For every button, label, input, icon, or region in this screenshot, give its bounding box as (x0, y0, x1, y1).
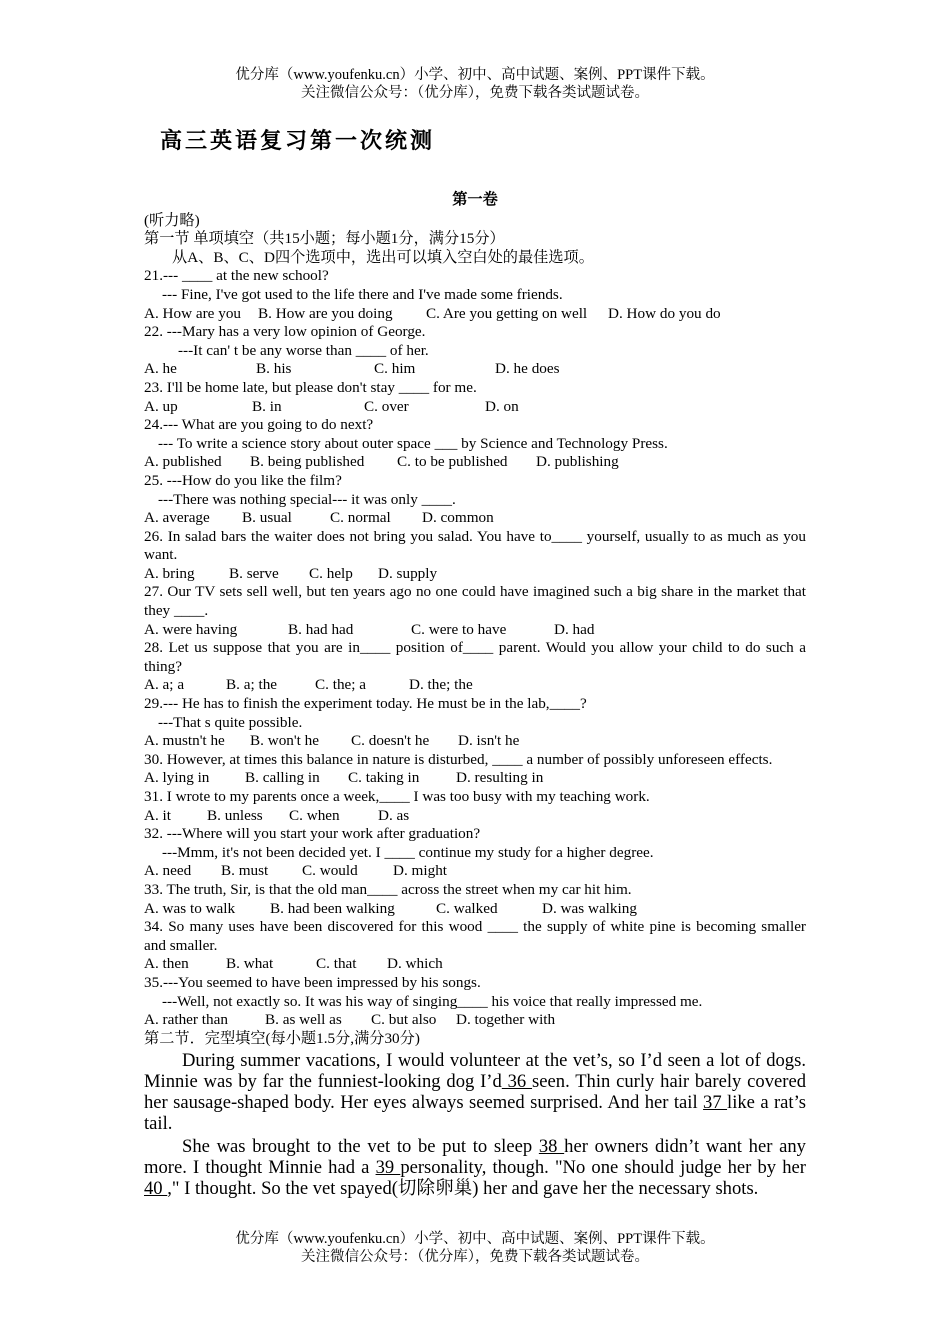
option-a: A. were having (144, 620, 238, 638)
question-stem-2: --- To write a science story about outer space ___ by Science and Technology Press. (158, 434, 668, 452)
question-23 (144, 379, 806, 416)
question-31 (144, 788, 806, 825)
question-stem: 32. ---Where will you start your work after graduation? (144, 825, 481, 843)
option-b: B. calling in (245, 769, 320, 787)
section2-heading: 第二节．完型填空(每小题1.5分,满分30分) (144, 1029, 420, 1047)
option-b: B. as well as (265, 1011, 342, 1029)
cloze-text: like a rat’s tail. (144, 1092, 806, 1135)
section1-heading: 第一节 单项填空（共15小题；每小题1分，满分15分） (144, 230, 505, 248)
header-line-2: 关注微信公众号：（优分库），免费下载各类试题试卷。 (301, 85, 649, 101)
option-d: D. on (485, 397, 519, 415)
options-row (144, 453, 806, 472)
question-21 (144, 267, 806, 323)
page-footer (0, 1230, 950, 1266)
option-d: D. the; the (409, 676, 473, 694)
question-stem: 28. Let us suppose that you are in____ position of____ parent. Would you allow your child to do such a thing? (144, 639, 806, 675)
question-stem: 29.--- He has to finish the experiment today. He must be in the lab,____? (144, 695, 587, 713)
option-a: A. How are you (144, 304, 242, 322)
option-d: D. might (393, 862, 448, 880)
question-stem: 33. The truth, Sir, is that the old man____ across the street when my car hit him. (144, 880, 632, 898)
question-35 (144, 974, 806, 1030)
option-d: D. had (554, 620, 595, 638)
cloze-paragraph-1 (144, 1050, 806, 1134)
question-stem-2: ---That s quite possible. (158, 713, 303, 731)
options-row (144, 398, 806, 417)
option-d: D. resulting in (456, 769, 544, 787)
option-b: B. How are you doing (258, 304, 393, 322)
options-row (144, 305, 806, 324)
options-row (144, 565, 806, 584)
option-d: D. which (387, 955, 443, 973)
question-22 (144, 323, 806, 379)
options-row (144, 621, 806, 640)
option-c: C. would (302, 862, 358, 880)
question-27 (144, 583, 806, 639)
cloze-text: her owners didn’t want her any more. I thought Minnie had a (144, 1136, 806, 1179)
question-24 (144, 416, 806, 472)
question-stem: 34. So many uses have been discovered for this wood ____ the supply of white pine is becoming smaller and smaller. (144, 918, 806, 954)
option-c: C. doesn't he (351, 732, 430, 750)
cloze-text: personality, though. "No one should judge her by her (400, 1157, 806, 1179)
question-33 (144, 881, 806, 918)
question-stem: 35.---You seemed to have been impressed by his songs. (144, 973, 481, 991)
options-row (144, 676, 806, 695)
option-d: D. as (378, 806, 410, 824)
question-28 (144, 639, 806, 695)
question-stem: 23. I'll be home late, but please don't stay ____ for me. (144, 378, 477, 396)
option-b: B. in (252, 397, 282, 415)
question-25 (144, 472, 806, 528)
option-d: D. was walking (542, 899, 637, 917)
question-stem: 21.--- ____ at the new school? (144, 267, 329, 285)
option-a: A. up (144, 397, 178, 415)
question-stem: 25. ---How do you like the film? (144, 471, 342, 489)
question-stem-2: ---It can' t be any worse than ____ of her. (178, 341, 429, 359)
question-34 (144, 918, 806, 974)
option-b: B. had been walking (270, 899, 395, 917)
options-row (144, 732, 806, 751)
question-26 (144, 528, 806, 584)
option-c: C. to be published (397, 453, 508, 471)
option-b: B. being published (250, 453, 365, 471)
option-a: A. average (144, 509, 210, 527)
part-title: 第一卷 (452, 191, 498, 208)
options-row (144, 807, 806, 826)
cloze-blank-38: 38 (538, 1136, 565, 1158)
option-d: D. he does (495, 360, 560, 378)
question-29 (144, 695, 806, 751)
options-row (144, 900, 806, 919)
option-c: C. that (316, 955, 357, 973)
option-c: C. help (309, 564, 353, 582)
question-stem-2: --- Fine, I've got used to the life there and I've made some friends. (162, 285, 563, 303)
footer-line-2: 关注微信公众号：（优分库），免费下载各类试题试卷。 (301, 1249, 649, 1265)
option-b: B. a; the (226, 676, 278, 694)
question-stem-2: ---There was nothing special--- it was only ____. (158, 490, 456, 508)
question-stem: 27. Our TV sets sell well, but ten years ago no one could have imagined such a big share in the market that they ____. (144, 583, 806, 620)
option-c: C. walked (436, 899, 498, 917)
cloze-text: During summer vacations, I would volunteer at the vet’s, so I’d seen a lot of dogs. Minnie was by far the funniest-looking dog I’d (144, 1050, 806, 1093)
option-b: B. usual (242, 509, 292, 527)
option-c: C. but also (371, 1011, 437, 1029)
option-b: B. must (221, 862, 269, 880)
section1-instruction: 从A、B、C、D四个选项中，选出可以填入空白处的最佳选项。 (172, 248, 594, 266)
option-b: B. unless (207, 806, 263, 824)
option-a: A. rather than (144, 1011, 228, 1029)
options-row (144, 862, 806, 881)
options-row (144, 1011, 806, 1030)
listening-note: (听力略) (144, 211, 200, 229)
option-a: A. he (144, 360, 177, 378)
page-header (0, 66, 950, 102)
question-stem: 30. However, at times this balance in nature is disturbed, ____ a number of possibly unforeseen effects. (144, 750, 773, 768)
header-line-1: 优分库（www.youfenku.cn）小学、初中、高中试题、案例、PPT课件下载。 (235, 67, 715, 83)
option-a: A. then (144, 955, 189, 973)
option-a: A. mustn't he (144, 732, 225, 750)
exam-content (144, 191, 806, 1199)
option-a: A. it (144, 806, 172, 824)
question-stem-2: ---Mmm, it's not been decided yet. I ____ continue my study for a higher degree. (162, 843, 654, 861)
option-c: C. the; a (315, 676, 367, 694)
option-c: C. taking in (348, 769, 420, 787)
option-c: C. when (289, 806, 340, 824)
option-d: D. common (422, 509, 494, 527)
cloze-blank-39: 39 (375, 1157, 401, 1179)
cloze-text: seen. Thin curly hair barely covered her sausage-shaped body. Her eyes always seemed surprised. And her tail (144, 1071, 806, 1114)
cloze-blank-40: 40 (144, 1178, 168, 1200)
option-d: D. isn't he (458, 732, 520, 750)
option-a: A. a; a (144, 676, 185, 694)
option-d: D. publishing (536, 453, 619, 471)
option-b: B. what (226, 955, 274, 973)
question-stem: 24.--- What are you going to do next? (144, 416, 374, 434)
option-c: C. Are you getting on well (426, 304, 588, 322)
question-stem: 26. In salad bars the waiter does not bring you salad. You have to____ yourself, usually to as much as you want. (144, 527, 806, 564)
option-c: C. him (374, 360, 416, 378)
cloze-blank-37: 37 (703, 1092, 728, 1114)
footer-line-1: 优分库（www.youfenku.cn）小学、初中、高中试题、案例、PPT课件下载。 (235, 1231, 715, 1247)
option-d: D. How do you do (608, 304, 721, 322)
exam-title: 高三英语复习第一次统测 (160, 128, 436, 154)
option-c: C. over (364, 397, 409, 415)
option-b: B. won't he (250, 732, 319, 750)
option-a: A. was to walk (144, 899, 236, 917)
cloze-blank-36: 36 (501, 1071, 533, 1093)
option-d: D. supply (378, 564, 438, 582)
cloze-text: She was brought to the vet to be put to sleep (182, 1136, 539, 1158)
options-row (144, 360, 806, 379)
cloze-paragraph-2 (144, 1136, 806, 1199)
option-a: A. need (144, 862, 192, 880)
question-stem: 31. I wrote to my parents once a week,____ I was too busy with my teaching work. (144, 788, 650, 805)
option-a: A. lying in (144, 769, 210, 787)
options-row (144, 509, 806, 528)
option-d: D. together with (456, 1011, 556, 1029)
question-stem-2: ---Well, not exactly so. It was his way of singing____ his voice that really impressed me. (162, 992, 703, 1010)
option-b: B. had had (288, 620, 354, 638)
option-c: C. were to have (411, 620, 507, 638)
option-b: B. serve (229, 564, 279, 582)
options-row (144, 955, 806, 974)
question-32 (144, 825, 806, 881)
question-30 (144, 751, 806, 788)
options-row (144, 769, 806, 788)
cloze-text: ," I thought. So the vet spayed(切除卵巢) her and gave her the necessary shots. (167, 1178, 759, 1200)
option-b: B. his (256, 360, 292, 378)
option-a: A. bring (144, 564, 195, 582)
option-a: A. published (144, 453, 222, 471)
option-c: C. normal (330, 509, 391, 527)
question-stem: 22. ---Mary has a very low opinion of George. (144, 323, 426, 341)
